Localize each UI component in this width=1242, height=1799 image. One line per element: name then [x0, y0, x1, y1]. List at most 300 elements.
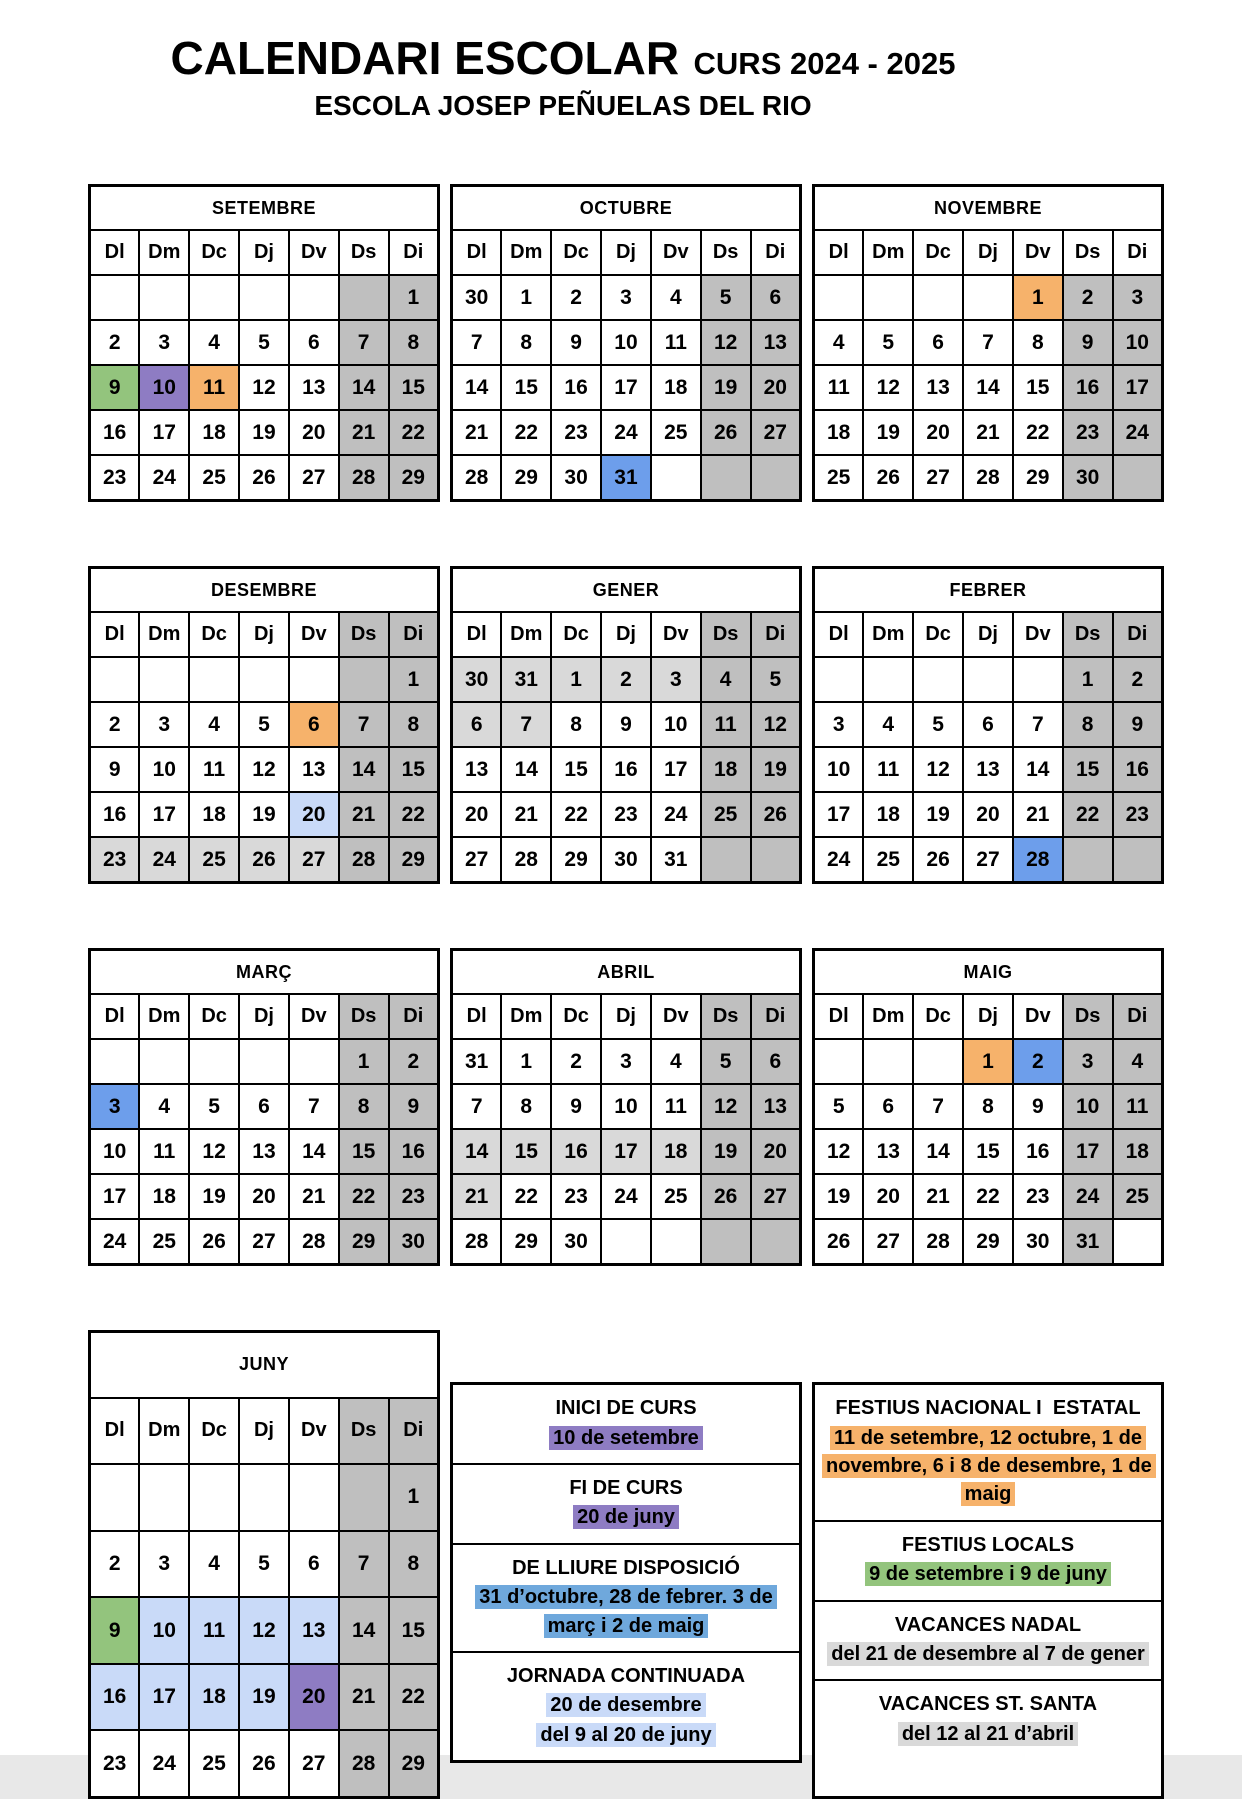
day-cell-gener-22: 22: [551, 792, 601, 837]
day-cell-empty: [239, 657, 289, 702]
day-cell-octubre-13: 13: [751, 320, 801, 365]
day-cell-gener-13: 13: [452, 747, 502, 792]
day-cell-setembre-3: 3: [139, 320, 189, 365]
day-cell-mar-30: 30: [389, 1219, 439, 1265]
day-cell-setembre-19: 19: [239, 410, 289, 455]
month-title: FEBRER: [814, 568, 1163, 613]
day-cell-gener-6: 6: [452, 702, 502, 747]
weekday-header: Dj: [239, 612, 289, 657]
month-title: DESEMBRE: [90, 568, 439, 613]
month-table-desembre: [88, 566, 440, 884]
day-cell-maig-23: 23: [1013, 1174, 1063, 1219]
day-cell-juny-27: 27: [289, 1730, 339, 1797]
month-title-row: [814, 186, 1163, 231]
legend-section-title: DE LLIURE DISPOSICIÓ: [512, 1556, 740, 1579]
day-cell-febrer-18: 18: [863, 792, 913, 837]
day-cell-abril-14: 14: [452, 1129, 502, 1174]
weekday-header-row: [452, 230, 801, 275]
day-cell-mar-5: 5: [189, 1084, 239, 1129]
legend-section: [453, 1385, 799, 1465]
day-cell-maig-4: 4: [1113, 1039, 1163, 1084]
weekday-header: Ds: [701, 994, 751, 1039]
day-cell-gener-31: 31: [501, 657, 551, 702]
day-cell-febrer-9: 9: [1113, 702, 1163, 747]
day-cell-gener-15: 15: [551, 747, 601, 792]
weekday-header: Di: [751, 994, 801, 1039]
day-cell-octubre-12: 12: [701, 320, 751, 365]
weekday-header: Di: [1113, 994, 1163, 1039]
day-cell-setembre-2: 2: [90, 320, 140, 365]
day-cell-desembre-21: 21: [339, 792, 389, 837]
day-cell-octubre-11: 11: [651, 320, 701, 365]
day-cell-octubre-6: 6: [751, 275, 801, 320]
month-title: NOVEMBRE: [814, 186, 1163, 231]
day-cell-maig-25: 25: [1113, 1174, 1163, 1219]
day-cell-gener-21: 21: [501, 792, 551, 837]
legend-holidays: [812, 1382, 1164, 1799]
week-row: [90, 837, 439, 883]
day-cell-setembre-15: 15: [389, 365, 439, 410]
weekday-header: Ds: [701, 612, 751, 657]
day-cell-febrer-22: 22: [1063, 792, 1113, 837]
weekday-header: Di: [751, 612, 801, 657]
month-table-juny: [88, 1330, 440, 1799]
day-cell-mar-12: 12: [189, 1129, 239, 1174]
week-row: [90, 1174, 439, 1219]
week-row: [90, 1084, 439, 1129]
day-cell-novembre-6: 6: [913, 320, 963, 365]
weekday-header: Dm: [501, 612, 551, 657]
day-cell-maig-2: 2: [1013, 1039, 1063, 1084]
day-cell-novembre-7: 7: [963, 320, 1013, 365]
day-cell-juny-6: 6: [289, 1531, 339, 1598]
day-cell-gener-28: 28: [501, 837, 551, 883]
legend-line: [460, 1691, 792, 1719]
day-cell-desembre-22: 22: [389, 792, 439, 837]
day-cell-desembre-11: 11: [189, 747, 239, 792]
day-cell-mar-17: 17: [90, 1174, 140, 1219]
day-cell-abril-22: 22: [501, 1174, 551, 1219]
day-cell-empty: [339, 275, 389, 320]
day-cell-empty: [651, 455, 701, 501]
day-cell-setembre-28: 28: [339, 455, 389, 501]
week-row: [452, 1084, 801, 1129]
weekday-header: Dl: [814, 230, 864, 275]
day-cell-febrer-26: 26: [913, 837, 963, 883]
day-cell-octubre-30: 30: [551, 455, 601, 501]
day-cell-abril-8: 8: [501, 1084, 551, 1129]
weekday-header: Ds: [1063, 612, 1113, 657]
weekday-header-row: [452, 994, 801, 1039]
weekday-header: Ds: [339, 230, 389, 275]
day-cell-setembre-13: 13: [289, 365, 339, 410]
day-cell-novembre-9: 9: [1063, 320, 1113, 365]
day-cell-juny-29: 29: [389, 1730, 439, 1797]
weekday-header: Dc: [551, 612, 601, 657]
legend-section: [453, 1465, 799, 1545]
day-cell-maig-31: 31: [1063, 1219, 1113, 1265]
week-row: [814, 410, 1163, 455]
page-title: [88, 34, 1038, 82]
legend-section-title: INICI DE CURS: [555, 1397, 697, 1420]
week-row: [90, 1464, 439, 1531]
day-cell-novembre-25: 25: [814, 455, 864, 501]
legend-line: [822, 1720, 1154, 1748]
day-cell-empty: [239, 1039, 289, 1084]
day-cell-gener-29: 29: [551, 837, 601, 883]
weekday-header: Ds: [339, 612, 389, 657]
legend-section-title: FESTIUS NACIONAL I ESTATAL: [835, 1397, 1141, 1420]
week-row: [452, 657, 801, 702]
legend-section-title: JORNADA CONTINUADA: [506, 1665, 746, 1688]
day-cell-abril-7: 7: [452, 1084, 502, 1129]
day-cell-febrer-10: 10: [814, 747, 864, 792]
day-cell-gener-2: 2: [601, 657, 651, 702]
day-cell-octubre-5: 5: [701, 275, 751, 320]
weekday-header: Dl: [452, 612, 502, 657]
weekday-header: Dv: [1013, 994, 1063, 1039]
weekday-header: Di: [751, 230, 801, 275]
day-cell-mar-28: 28: [289, 1219, 339, 1265]
day-cell-mar-3: 3: [90, 1084, 140, 1129]
day-cell-novembre-24: 24: [1113, 410, 1163, 455]
day-cell-juny-21: 21: [339, 1664, 389, 1731]
day-cell-empty: [1113, 837, 1163, 883]
weekday-header-row: [90, 612, 439, 657]
day-cell-empty: [863, 1039, 913, 1084]
weekday-header: Dc: [189, 1398, 239, 1465]
course-year: CURS 2024 - 2025: [693, 46, 956, 81]
day-cell-empty: [913, 1039, 963, 1084]
month-title: JUNY: [90, 1332, 439, 1398]
week-row: [90, 1531, 439, 1598]
weekday-header-row: [814, 230, 1163, 275]
day-cell-octubre-20: 20: [751, 365, 801, 410]
day-cell-setembre-17: 17: [139, 410, 189, 455]
day-cell-juny-9: 9: [90, 1597, 140, 1664]
day-cell-octubre-10: 10: [601, 320, 651, 365]
week-row: [814, 1084, 1163, 1129]
day-cell-empty: [239, 1464, 289, 1531]
month-title-row: [90, 568, 439, 613]
day-cell-desembre-14: 14: [339, 747, 389, 792]
day-cell-juny-24: 24: [139, 1730, 189, 1797]
day-cell-abril-3: 3: [601, 1039, 651, 1084]
day-cell-novembre-16: 16: [1063, 365, 1113, 410]
day-cell-mar-7: 7: [289, 1084, 339, 1129]
month-title: SETEMBRE: [90, 186, 439, 231]
day-cell-febrer-19: 19: [913, 792, 963, 837]
day-cell-abril-23: 23: [551, 1174, 601, 1219]
day-cell-maig-13: 13: [863, 1129, 913, 1174]
day-cell-setembre-12: 12: [239, 365, 289, 410]
weekday-header: Dl: [90, 994, 140, 1039]
day-cell-novembre-3: 3: [1113, 275, 1163, 320]
day-cell-juny-4: 4: [189, 1531, 239, 1598]
day-cell-juny-20: 20: [289, 1664, 339, 1731]
day-cell-octubre-23: 23: [551, 410, 601, 455]
day-cell-empty: [139, 1464, 189, 1531]
legend-section: [453, 1653, 799, 1760]
day-cell-mar-24: 24: [90, 1219, 140, 1265]
day-cell-novembre-2: 2: [1063, 275, 1113, 320]
day-cell-empty: [814, 1039, 864, 1084]
day-cell-maig-14: 14: [913, 1129, 963, 1174]
weekday-header: Dl: [814, 612, 864, 657]
day-cell-mar-11: 11: [139, 1129, 189, 1174]
day-cell-desembre-28: 28: [339, 837, 389, 883]
day-cell-empty: [239, 275, 289, 320]
week-row: [452, 455, 801, 501]
day-cell-gener-8: 8: [551, 702, 601, 747]
day-cell-novembre-4: 4: [814, 320, 864, 365]
day-cell-novembre-28: 28: [963, 455, 1013, 501]
legend-section: [815, 1681, 1161, 1796]
week-row: [90, 792, 439, 837]
day-cell-juny-5: 5: [239, 1531, 289, 1598]
weekday-header: Dc: [913, 994, 963, 1039]
weekday-header: Ds: [339, 994, 389, 1039]
weekday-header: Dl: [452, 230, 502, 275]
day-cell-mar-4: 4: [139, 1084, 189, 1129]
day-cell-empty: [189, 657, 239, 702]
weekday-header: Dj: [963, 230, 1013, 275]
day-cell-setembre-25: 25: [189, 455, 239, 501]
legend-highlight: 10 de setembre: [549, 1426, 703, 1450]
day-cell-abril-31: 31: [452, 1039, 502, 1084]
day-cell-setembre-8: 8: [389, 320, 439, 365]
day-cell-febrer-7: 7: [1013, 702, 1063, 747]
weekday-header: Dv: [651, 994, 701, 1039]
day-cell-maig-17: 17: [1063, 1129, 1113, 1174]
day-cell-febrer-24: 24: [814, 837, 864, 883]
day-cell-empty: [863, 275, 913, 320]
day-cell-juny-28: 28: [339, 1730, 389, 1797]
day-cell-empty: [339, 1464, 389, 1531]
week-row: [452, 1129, 801, 1174]
day-cell-octubre-4: 4: [651, 275, 701, 320]
weekday-header: Ds: [1063, 994, 1113, 1039]
month-title: MAIG: [814, 950, 1163, 995]
day-cell-empty: [139, 275, 189, 320]
day-cell-juny-12: 12: [239, 1597, 289, 1664]
month-table-mar: [88, 948, 440, 1266]
weekday-header-row: [90, 1398, 439, 1465]
legend-highlight: 9 de setembre i 9 de juny: [865, 1562, 1111, 1586]
week-row: [814, 1129, 1163, 1174]
week-row: [90, 1129, 439, 1174]
week-row: [814, 1219, 1163, 1265]
day-cell-maig-8: 8: [963, 1084, 1013, 1129]
week-row: [452, 275, 801, 320]
day-cell-febrer-14: 14: [1013, 747, 1063, 792]
day-cell-empty: [601, 1219, 651, 1265]
day-cell-gener-18: 18: [701, 747, 751, 792]
day-cell-mar-2: 2: [389, 1039, 439, 1084]
day-cell-maig-3: 3: [1063, 1039, 1113, 1084]
day-cell-mar-23: 23: [389, 1174, 439, 1219]
day-cell-juny-7: 7: [339, 1531, 389, 1598]
weekday-header: Dm: [501, 994, 551, 1039]
day-cell-mar-10: 10: [90, 1129, 140, 1174]
day-cell-gener-1: 1: [551, 657, 601, 702]
weekday-header: Dl: [90, 612, 140, 657]
day-cell-febrer-21: 21: [1013, 792, 1063, 837]
day-cell-abril-27: 27: [751, 1174, 801, 1219]
legend-section: [815, 1385, 1161, 1522]
weekday-header: Dm: [501, 230, 551, 275]
weekday-header: Di: [389, 1398, 439, 1465]
day-cell-setembre-29: 29: [389, 455, 439, 501]
weekday-header: Dv: [289, 612, 339, 657]
month-title-row: [90, 950, 439, 995]
day-cell-empty: [913, 657, 963, 702]
weekday-header: Ds: [1063, 230, 1113, 275]
day-cell-mar-19: 19: [189, 1174, 239, 1219]
day-cell-abril-13: 13: [751, 1084, 801, 1129]
page-header: [88, 0, 1038, 122]
day-cell-octubre-31: 31: [601, 455, 651, 501]
day-cell-empty: [814, 275, 864, 320]
month-title-row: [90, 1332, 439, 1398]
month-table-maig: [812, 948, 1164, 1266]
day-cell-febrer-23: 23: [1113, 792, 1163, 837]
day-cell-octubre-26: 26: [701, 410, 751, 455]
day-cell-empty: [701, 837, 751, 883]
day-cell-abril-26: 26: [701, 1174, 751, 1219]
day-cell-abril-17: 17: [601, 1129, 651, 1174]
day-cell-gener-16: 16: [601, 747, 651, 792]
legend-highlight: del 21 de desembre al 7 de gener: [827, 1642, 1148, 1666]
day-cell-abril-11: 11: [651, 1084, 701, 1129]
day-cell-febrer-15: 15: [1063, 747, 1113, 792]
day-cell-febrer-8: 8: [1063, 702, 1113, 747]
day-cell-desembre-4: 4: [189, 702, 239, 747]
day-cell-desembre-9: 9: [90, 747, 140, 792]
day-cell-desembre-18: 18: [189, 792, 239, 837]
day-cell-octubre-22: 22: [501, 410, 551, 455]
day-cell-novembre-27: 27: [913, 455, 963, 501]
week-row: [90, 747, 439, 792]
day-cell-setembre-23: 23: [90, 455, 140, 501]
day-cell-empty: [289, 657, 339, 702]
day-cell-desembre-17: 17: [139, 792, 189, 837]
day-cell-desembre-23: 23: [90, 837, 140, 883]
weekday-header: Dm: [139, 994, 189, 1039]
day-cell-febrer-1: 1: [1063, 657, 1113, 702]
day-cell-juny-10: 10: [139, 1597, 189, 1664]
day-cell-mar-29: 29: [339, 1219, 389, 1265]
day-cell-octubre-18: 18: [651, 365, 701, 410]
month-title-row: [814, 568, 1163, 613]
month-table-novembre: [812, 184, 1164, 502]
day-cell-maig-15: 15: [963, 1129, 1013, 1174]
day-cell-gener-27: 27: [452, 837, 502, 883]
day-cell-novembre-17: 17: [1113, 365, 1163, 410]
day-cell-febrer-13: 13: [963, 747, 1013, 792]
legend-line: [460, 1424, 792, 1452]
day-cell-juny-14: 14: [339, 1597, 389, 1664]
week-row: [90, 365, 439, 410]
weekday-header: Dv: [651, 612, 701, 657]
day-cell-maig-7: 7: [913, 1084, 963, 1129]
day-cell-mar-8: 8: [339, 1084, 389, 1129]
day-cell-desembre-20: 20: [289, 792, 339, 837]
day-cell-setembre-22: 22: [389, 410, 439, 455]
day-cell-octubre-21: 21: [452, 410, 502, 455]
day-cell-setembre-16: 16: [90, 410, 140, 455]
day-cell-novembre-15: 15: [1013, 365, 1063, 410]
legend-line: [822, 1424, 1154, 1509]
day-cell-gener-19: 19: [751, 747, 801, 792]
day-cell-empty: [289, 1464, 339, 1531]
day-cell-octubre-9: 9: [551, 320, 601, 365]
day-cell-maig-24: 24: [1063, 1174, 1113, 1219]
day-cell-febrer-11: 11: [863, 747, 913, 792]
day-cell-desembre-29: 29: [389, 837, 439, 883]
day-cell-octubre-30: 30: [452, 275, 502, 320]
legend-highlight: del 9 al 20 de juny: [536, 1723, 715, 1747]
day-cell-novembre-8: 8: [1013, 320, 1063, 365]
day-cell-desembre-27: 27: [289, 837, 339, 883]
day-cell-abril-25: 25: [651, 1174, 701, 1219]
day-cell-juny-22: 22: [389, 1664, 439, 1731]
day-cell-mar-14: 14: [289, 1129, 339, 1174]
week-row: [814, 747, 1163, 792]
week-row: [452, 1039, 801, 1084]
day-cell-maig-10: 10: [1063, 1084, 1113, 1129]
weekday-header: Dm: [863, 230, 913, 275]
day-cell-octubre-28: 28: [452, 455, 502, 501]
day-cell-octubre-25: 25: [651, 410, 701, 455]
legend-section-title: FI DE CURS: [569, 1477, 683, 1500]
weekday-header: Dj: [963, 612, 1013, 657]
week-row: [452, 1219, 801, 1265]
day-cell-desembre-12: 12: [239, 747, 289, 792]
day-cell-octubre-24: 24: [601, 410, 651, 455]
day-cell-juny-16: 16: [90, 1664, 140, 1731]
weekday-header: Dc: [913, 230, 963, 275]
day-cell-empty: [1113, 1219, 1163, 1265]
week-row: [452, 837, 801, 883]
day-cell-setembre-27: 27: [289, 455, 339, 501]
legend-highlight: 20 de juny: [573, 1505, 679, 1529]
weekday-header: Dl: [90, 230, 140, 275]
week-row: [452, 792, 801, 837]
day-cell-octubre-19: 19: [701, 365, 751, 410]
day-cell-novembre-5: 5: [863, 320, 913, 365]
week-row: [90, 1730, 439, 1797]
day-cell-empty: [90, 1039, 140, 1084]
legend-line: [822, 1640, 1154, 1668]
week-row: [814, 657, 1163, 702]
day-cell-gener-5: 5: [751, 657, 801, 702]
day-cell-desembre-25: 25: [189, 837, 239, 883]
day-cell-setembre-24: 24: [139, 455, 189, 501]
day-cell-abril-9: 9: [551, 1084, 601, 1129]
day-cell-empty: [189, 1039, 239, 1084]
day-cell-maig-1: 1: [963, 1039, 1013, 1084]
month-title: MARÇ: [90, 950, 439, 995]
day-cell-abril-10: 10: [601, 1084, 651, 1129]
day-cell-maig-11: 11: [1113, 1084, 1163, 1129]
day-cell-gener-26: 26: [751, 792, 801, 837]
weekday-header: Dm: [863, 994, 913, 1039]
day-cell-novembre-14: 14: [963, 365, 1013, 410]
weekday-header: Dv: [1013, 230, 1063, 275]
day-cell-novembre-30: 30: [1063, 455, 1113, 501]
day-cell-gener-23: 23: [601, 792, 651, 837]
